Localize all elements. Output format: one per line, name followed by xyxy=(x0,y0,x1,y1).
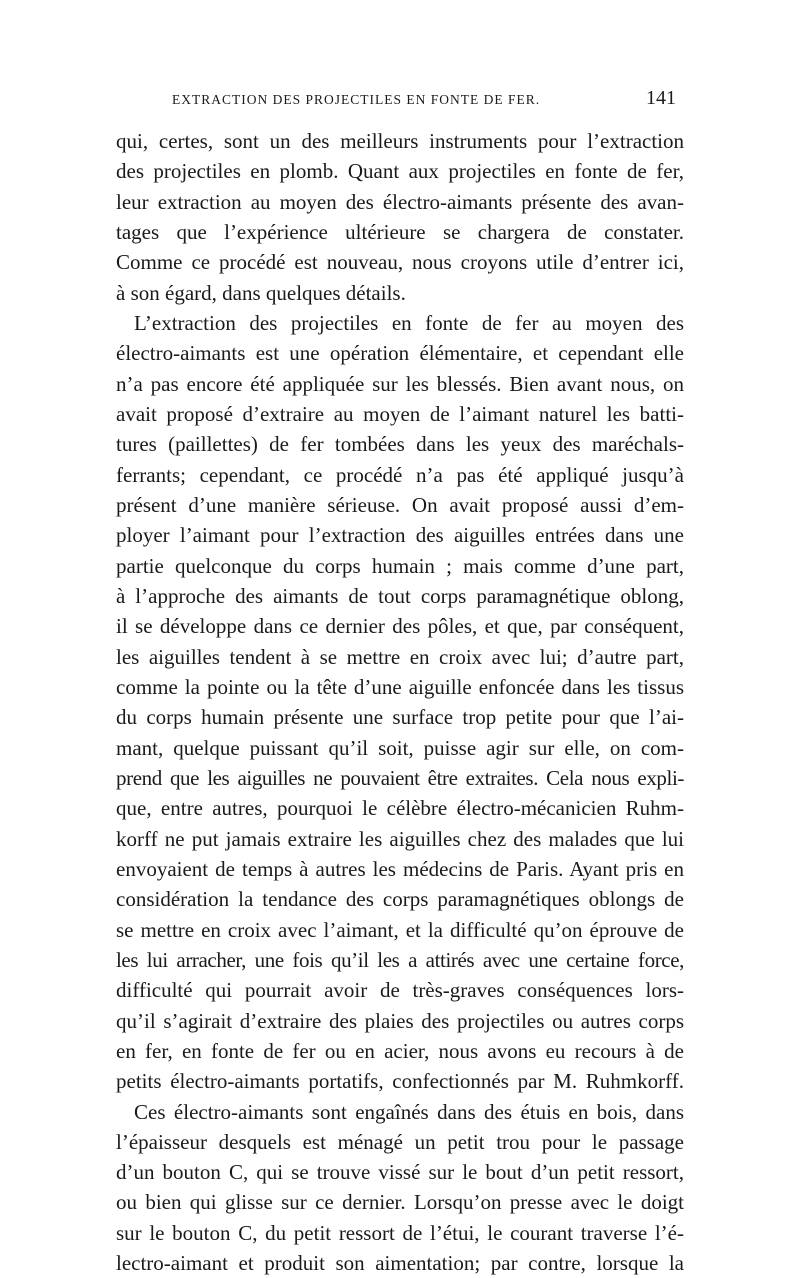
text-line: à son égard, dans quelques détails. xyxy=(116,278,684,308)
text-line: korff ne put jamais extraire les aiguilles chez des malades que lui xyxy=(116,824,684,854)
text-line: L’extraction des projectiles en fonte de fer au moyen des xyxy=(116,308,684,338)
paragraph-3 xyxy=(116,1097,684,1278)
text-line: tures (paillettes) de fer tombées dans les yeux des maréchals- xyxy=(116,429,684,459)
text-line: des projectiles en plomb. Quant aux projectiles en fonte de fer, xyxy=(116,156,684,186)
text-line: petits électro-aimants portatifs, confectionnés par M. Ruhmkorff. xyxy=(116,1066,684,1096)
text-line: ployer l’aimant pour l’extraction des aiguilles entrées dans une xyxy=(116,520,684,550)
text-line: que, entre autres, pourquoi le célèbre électro-mécanicien Ruhm- xyxy=(116,793,684,823)
page-number: 141 xyxy=(646,87,676,110)
text-line: à l’approche des aimants de tout corps paramagnétique oblong, xyxy=(116,581,684,611)
text-line: les lui arracher, une fois qu’il les a attirés avec une certaine force, xyxy=(116,945,684,975)
running-header xyxy=(0,92,800,116)
text-line: tages que l’expérience ultérieure se chargera de constater. xyxy=(116,217,684,247)
text-line: les aiguilles tendent à se mettre en croix avec lui; d’autre part, xyxy=(116,642,684,672)
text-line: sur le bouton C, du petit ressort de l’étui, le courant traverse l’é- xyxy=(116,1218,684,1248)
text-line: qu’il s’agirait d’extraire des plaies des projectiles ou autres corps xyxy=(116,1006,684,1036)
text-line: mant, quelque puissant qu’il soit, puisse agir sur elle, on com- xyxy=(116,733,684,763)
text-line: n’a pas encore été appliquée sur les blessés. Bien avant nous, on xyxy=(116,369,684,399)
text-line: comme la pointe ou la tête d’une aiguille enfoncée dans les tissus xyxy=(116,672,684,702)
text-line: ou bien qui glisse sur ce dernier. Lorsqu’on presse avec le doigt xyxy=(116,1187,684,1217)
text-line: leur extraction au moyen des électro-aimants présente des avan- xyxy=(116,187,684,217)
text-line: Ces électro-aimants sont engaînés dans des étuis en bois, dans xyxy=(116,1097,684,1127)
running-title: EXTRACTION DES PROJECTILES EN FONTE DE FER. xyxy=(172,92,540,108)
paragraph-2 xyxy=(116,308,684,1097)
text-line: prend que les aiguilles ne pouvaient être extraites. Cela nous expli- xyxy=(116,763,684,793)
paragraph-1 xyxy=(116,126,684,308)
body-text xyxy=(116,126,684,1278)
text-line: ferrants; cependant, ce procédé n’a pas été appliqué jusqu’à xyxy=(116,460,684,490)
text-line: Comme ce procédé est nouveau, nous croyons utile d’entrer ici, xyxy=(116,247,684,277)
text-line: avait proposé d’extraire au moyen de l’aimant naturel les batti- xyxy=(116,399,684,429)
text-line: considération la tendance des corps paramagnétiques oblongs de xyxy=(116,884,684,914)
text-line: l’épaisseur desquels est ménagé un petit trou pour le passage xyxy=(116,1127,684,1157)
text-line: partie quelconque du corps humain ; mais comme d’une part, xyxy=(116,551,684,581)
text-line: difficulté qui pourrait avoir de très-graves conséquences lors- xyxy=(116,975,684,1005)
text-line: du corps humain présente une surface trop petite pour que l’ai- xyxy=(116,702,684,732)
text-line: se mettre en croix avec l’aimant, et la difficulté qu’on éprouve de xyxy=(116,915,684,945)
text-line: envoyaient de temps à autres les médecins de Paris. Ayant pris en xyxy=(116,854,684,884)
text-line: lectro-aimant et produit son aimentation; par contre, lorsque la xyxy=(116,1248,684,1278)
text-line: en fer, en fonte de fer ou en acier, nous avons eu recours à de xyxy=(116,1036,684,1066)
text-line: électro-aimants est une opération élémentaire, et cependant elle xyxy=(116,338,684,368)
text-line: présent d’une manière sérieuse. On avait proposé aussi d’em- xyxy=(116,490,684,520)
text-line: qui, certes, sont un des meilleurs instruments pour l’extraction xyxy=(116,126,684,156)
text-line: il se développe dans ce dernier des pôles, et que, par conséquent, xyxy=(116,611,684,641)
text-line: d’un bouton C, qui se trouve vissé sur le bout d’un petit ressort, xyxy=(116,1157,684,1187)
